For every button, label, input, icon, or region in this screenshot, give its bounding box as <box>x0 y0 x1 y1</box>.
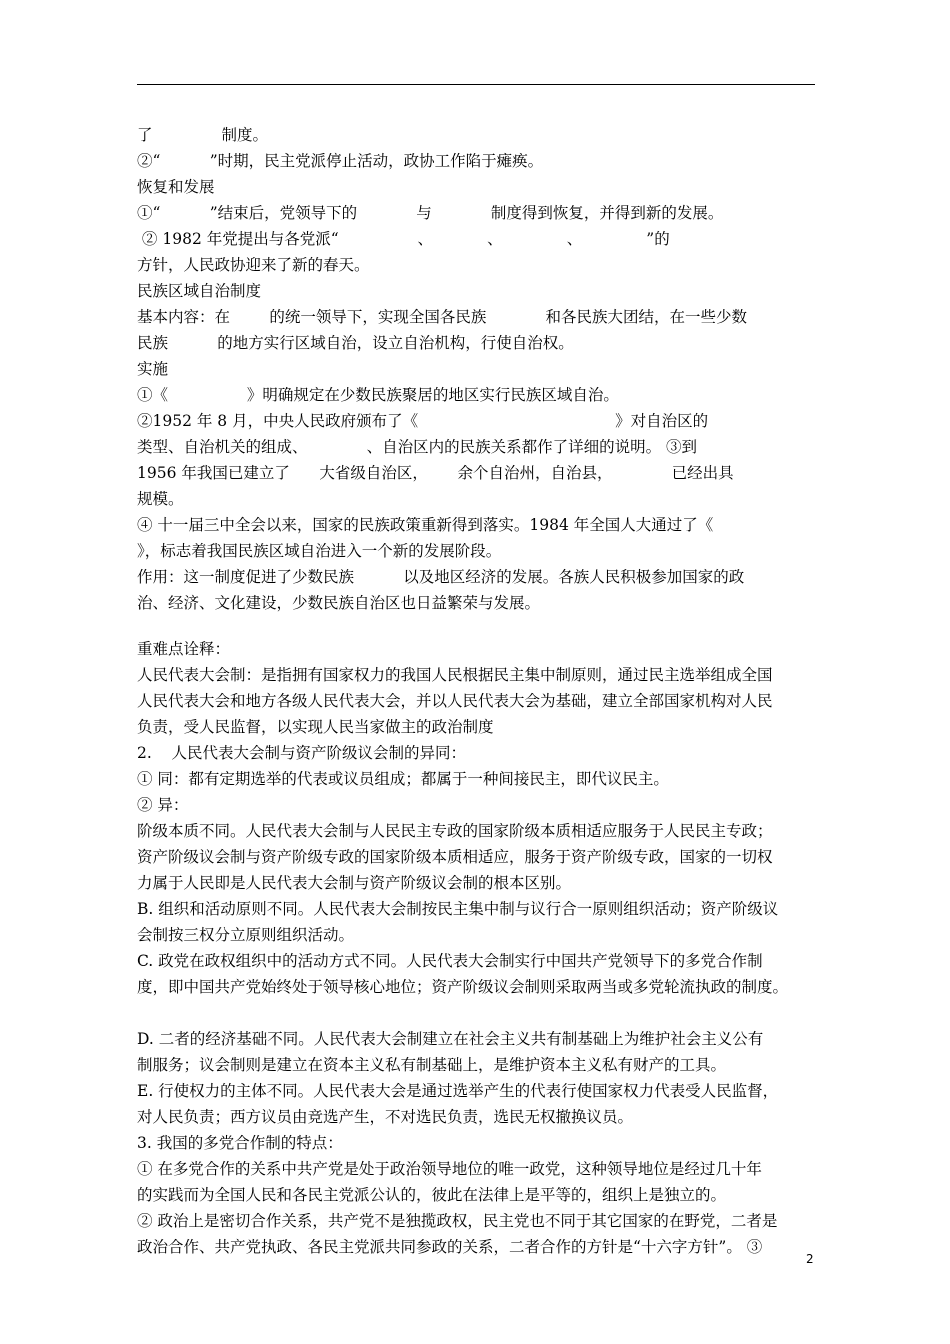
text-line: 度，即中国共产党始终处于领导核心地位；资产阶级议会制则采取两当或多党轮流执政的制度。 <box>137 978 789 996</box>
page-number: 2 <box>806 1252 814 1266</box>
text-line: ①“ ”结束后，党领导下的 与 制度得到恢复，并得到新的发展。 <box>137 204 724 222</box>
text-line: 力属于人民即是人民代表大会制与资产阶级议会制的根本区别。 <box>137 874 572 892</box>
text-line: 政治合作、共产党执政、各民主党派共同参政的关系，二者合作的方针是“十六字方针”。 ③ <box>137 1238 763 1256</box>
text-line: 规模。 <box>137 490 184 508</box>
text-line: ① 在多党合作的关系中共产党是处于政治领导地位的唯一政党，这种领导地位是经过几十年 <box>137 1160 762 1178</box>
text-line: 资产阶级议会制与资产阶级专政的国家阶级本质相适应，服务于资产阶级专政，国家的一切权 <box>137 848 773 866</box>
text-line: 的实践而为全国人民和各民主党派公认的，彼此在法律上是平等的，组织上是独立的。 <box>137 1186 727 1204</box>
text-line: ② 1982 年党提出与各党派“ 、 、 、 ”的 <box>137 230 670 248</box>
text-line: 1956 年我国已建立了 大省级自治区， 余个自治州，自治县， 已经出具 <box>137 464 734 482</box>
text-line: 基本内容：在 的统一领导下，实现全国各民族 和各民族大团结，在一些少数 <box>137 308 748 326</box>
text-line: 了 制度。 <box>137 126 268 144</box>
text-line: 制服务；议会制则是建立在资本主义私有制基础上，是维护资本主义私有财产的工具。 <box>137 1056 727 1074</box>
text-line: 会制按三权分立原则组织活动。 <box>137 926 355 944</box>
text-line: 恢复和发展 <box>137 178 215 196</box>
text-line: ① 同：都有定期选举的代表或议员组成；都属于一种间接民主，即代议民主。 <box>137 770 669 788</box>
text-line: 阶级本质不同。人民代表大会制与人民民主专政的国家阶级本质相适应服务于人民民主专政； <box>137 822 773 840</box>
text-line: 治、经济、文化建设，少数民族自治区也日益繁荣与发展。 <box>137 594 541 612</box>
text-line: 人民代表大会和地方各级人民代表大会，并以人民代表大会为基础，建立全部国家机构对人民 <box>137 692 773 710</box>
header-rule <box>137 84 815 85</box>
text-line: 3. 我国的多党合作制的特点： <box>137 1134 343 1152</box>
text-line: B. 组织和活动原则不同。人民代表大会制按民主集中制与议行合一原则组织活动；资产阶级议 <box>137 900 779 918</box>
text-line: ②1952 年 8 月，中央人民政府颁布了《 》对自治区的 <box>137 412 709 430</box>
text-line: ② 政治上是密切合作关系，共产党不是独揽政权，民主党也不同于其它国家的在野党，二者是 <box>137 1212 778 1230</box>
text-line: 2. 人民代表大会制与资产阶级议会制的异同： <box>137 744 466 762</box>
text-line: ② 异： <box>137 796 189 814</box>
text-line: 负责，受人民监督，以实现人民当家做主的政治制度 <box>137 718 494 736</box>
section-heading: 重难点诠释： <box>137 640 231 658</box>
text-line: C. 政党在政权组织中的活动方式不同。人民代表大会制实行中国共产党领导下的多党合作制 <box>137 952 763 970</box>
text-line: 民族 的地方实行区域自治，设立自治机构，行使自治权。 <box>137 334 574 352</box>
text-line: ④ 十一届三中全会以来，国家的民族政策重新得到落实。1984 年全国人大通过了《 <box>137 516 714 534</box>
text-line: 方针，人民政协迎来了新的春天。 <box>137 256 370 274</box>
text-line: 类型、自治机关的组成、 、自治区内的民族关系都作了详细的说明。 ③到 <box>137 438 698 456</box>
text-line: ①《 》明确规定在少数民族聚居的地区实行民族区域自治。 <box>137 386 619 404</box>
text-line: 实施 <box>137 360 169 378</box>
text-line: 作用：这一制度促进了少数民族 以及地区经济的发展。各族人民积极参加国家的政 <box>137 568 745 586</box>
text-line: ②“ ”时期，民主党派停止活动，政协工作陷于瘫痪。 <box>137 152 544 170</box>
text-line: D. 二者的经济基础不同。人民代表大会制建立在社会主义共有制基础上为维护社会主义公有 <box>137 1030 764 1048</box>
section-heading: 民族区域自治制度 <box>137 282 262 300</box>
text-line: E. 行使权力的主体不同。人民代表大会是通过选举产生的代表行使国家权力代表受人民监督， <box>137 1082 779 1100</box>
text-line: 》，标志着我国民族区域自治进入一个新的发展阶段。 <box>137 542 502 560</box>
text-line: 对人民负责；西方议员由竞选产生，不对选民负责，选民无权撤换议员。 <box>137 1108 634 1126</box>
text-line: 人民代表大会制：是指拥有国家权力的我国人民根据民主集中制原则，通过民主选举组成全国 <box>137 666 773 684</box>
